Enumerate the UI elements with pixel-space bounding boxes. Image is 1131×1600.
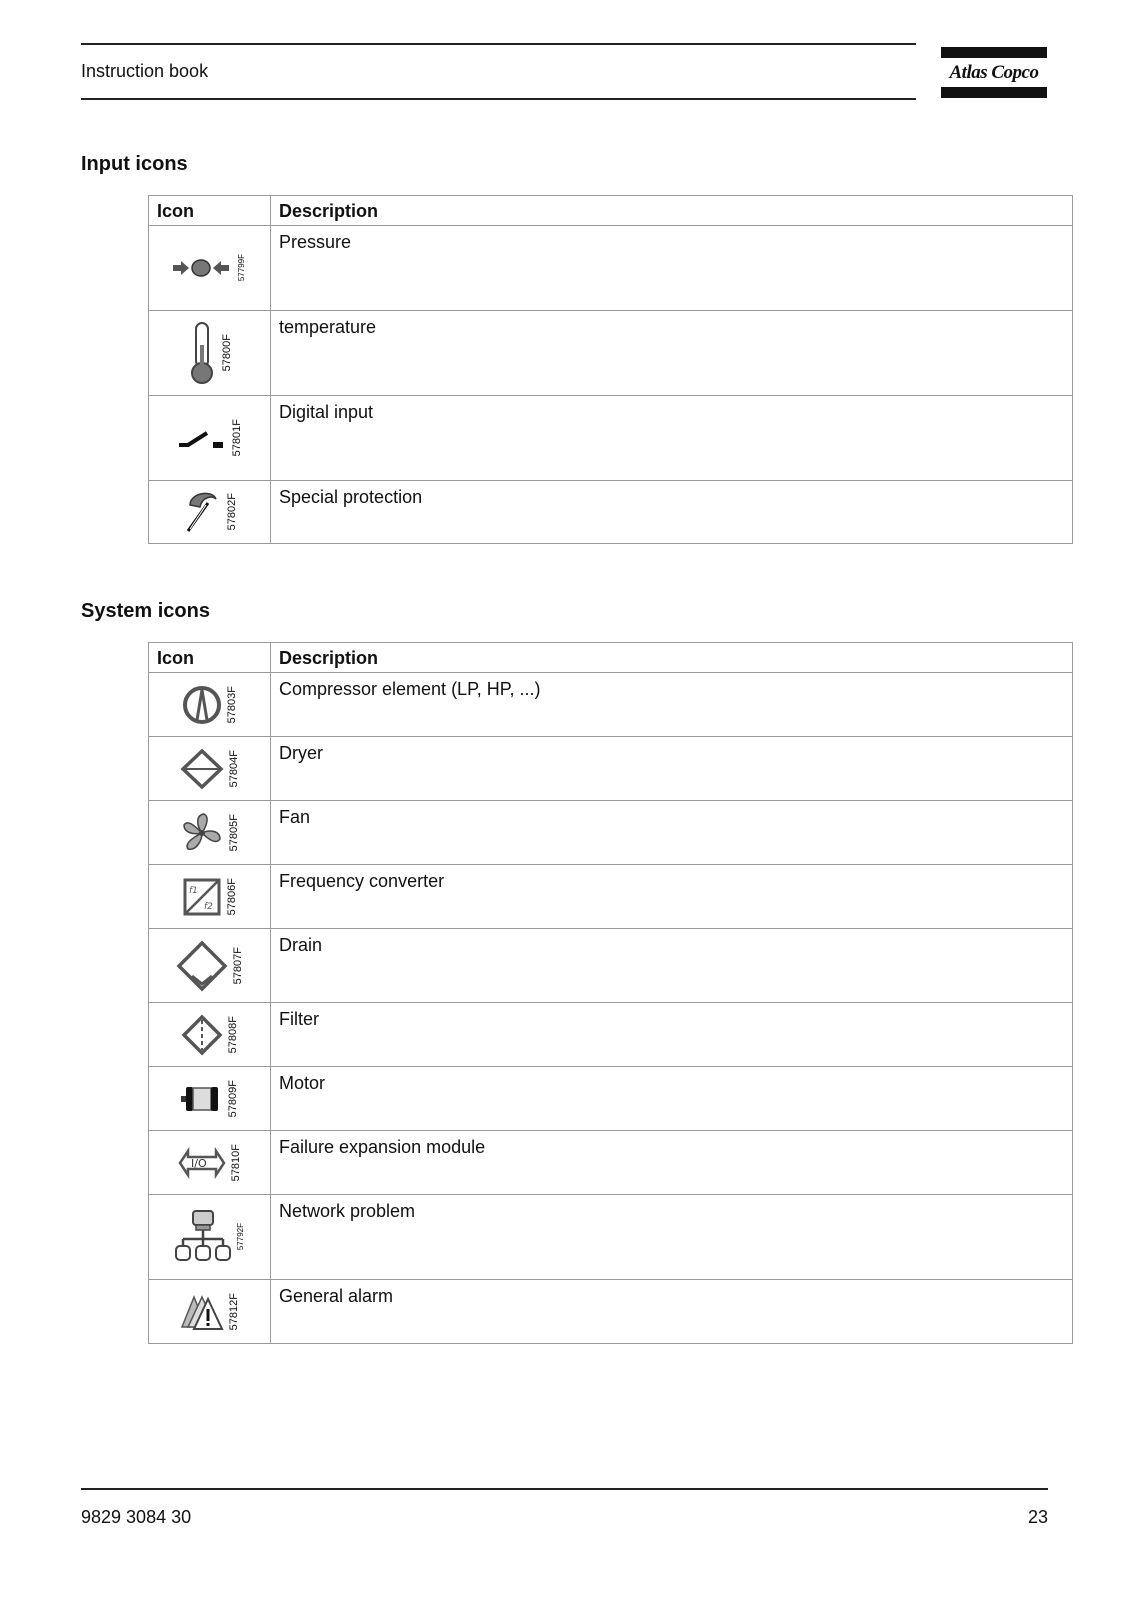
figure-code: 57802F	[225, 493, 238, 531]
description-cell: Compressor element (LP, HP, ...)	[271, 673, 1073, 737]
figure-code: 57807F	[231, 946, 244, 985]
motor-icon	[181, 1084, 223, 1114]
document-number: 9829 3084 30	[81, 1507, 192, 1527]
special-protection-icon	[182, 487, 222, 537]
table-row	[149, 737, 1073, 801]
input-icons-heading: Input icons	[81, 153, 188, 175]
system-icons-heading: System icons	[81, 600, 210, 622]
svg-text:f1: f1	[188, 885, 198, 896]
system-icons-table	[148, 642, 1073, 1344]
table-row	[149, 1067, 1073, 1131]
figure-code: 57812F	[227, 1292, 240, 1331]
drain-icon	[176, 940, 228, 992]
input-icons-table	[148, 195, 1073, 544]
table-row	[149, 311, 1073, 396]
table-row	[149, 226, 1073, 311]
column-header-description: Description	[271, 196, 1073, 226]
table-row	[149, 396, 1073, 481]
logo-text: Atlas Copco	[949, 62, 1039, 83]
pressure-icon	[173, 256, 233, 280]
thermometer-icon	[187, 321, 217, 385]
table-header-row	[149, 643, 1073, 673]
column-header-description: Description	[271, 643, 1073, 673]
table-row	[149, 1003, 1073, 1067]
description-cell: Special protection	[271, 481, 1073, 544]
description-cell: General alarm	[271, 1280, 1073, 1344]
table-row	[149, 929, 1073, 1003]
header-title: Instruction book	[81, 61, 209, 81]
description-cell: Network problem	[271, 1195, 1073, 1280]
filter-icon	[181, 1014, 223, 1056]
network-icon	[174, 1209, 232, 1265]
description-cell: Failure expansion module	[271, 1131, 1073, 1195]
figure-code: 57806F	[225, 877, 238, 916]
dryer-icon	[180, 748, 224, 790]
description-cell: Motor	[271, 1067, 1073, 1131]
description-cell: Frequency converter	[271, 865, 1073, 929]
table-row	[149, 1280, 1073, 1344]
header-bottom-rule	[81, 98, 916, 100]
description-cell: Drain	[271, 929, 1073, 1003]
atlas-copco-logo	[941, 47, 1047, 99]
table-row	[149, 481, 1073, 544]
description-cell: Pressure	[271, 226, 1073, 311]
table-header-row	[149, 196, 1073, 226]
header-top-rule	[81, 43, 916, 45]
figure-code: 57809F	[226, 1079, 239, 1118]
figure-code: 57804F	[227, 749, 240, 788]
table-row	[149, 1131, 1073, 1195]
table-row	[149, 673, 1073, 737]
description-cell: temperature	[271, 311, 1073, 396]
description-cell: Fan	[271, 801, 1073, 865]
general-alarm-icon	[180, 1293, 224, 1331]
figure-code: 57805F	[227, 813, 240, 852]
svg-text:f2: f2	[203, 901, 213, 912]
footer-rule	[81, 1488, 1048, 1490]
figure-code: 57792F	[236, 1223, 245, 1251]
figure-code: 57810F	[229, 1143, 242, 1182]
expansion-module-icon	[178, 1147, 226, 1179]
fan-icon	[180, 811, 224, 855]
figure-code: 57808F	[226, 1015, 239, 1054]
page-number: 23	[1027, 1507, 1048, 1527]
table-row	[149, 1195, 1073, 1280]
figure-code: 57801F	[230, 419, 243, 457]
description-cell: Filter	[271, 1003, 1073, 1067]
compressor-element-icon	[182, 685, 222, 725]
frequency-converter-icon	[182, 877, 222, 917]
description-cell: Digital input	[271, 396, 1073, 481]
figure-code: 57799F	[237, 254, 246, 282]
figure-code: 57800F	[220, 334, 233, 372]
table-row	[149, 801, 1073, 865]
description-cell: Dryer	[271, 737, 1073, 801]
svg-text:I/O: I/O	[190, 1156, 207, 1170]
column-header-icon: Icon	[149, 196, 271, 226]
figure-code: 57803F	[225, 685, 238, 724]
switch-icon	[177, 423, 227, 453]
table-row	[149, 865, 1073, 929]
column-header-icon: Icon	[149, 643, 271, 673]
